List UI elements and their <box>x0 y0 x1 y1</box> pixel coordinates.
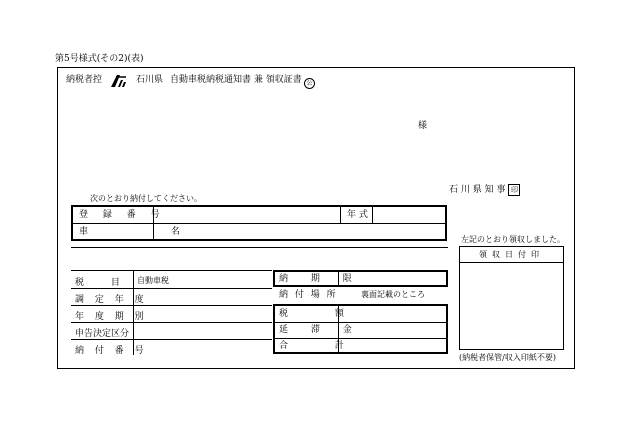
payment-place-value: 裏面記載のところ <box>361 290 425 299</box>
payment-place-row <box>273 287 448 305</box>
divider <box>338 272 339 285</box>
divider <box>372 207 373 223</box>
vehicle-info-table <box>71 205 447 241</box>
table-row <box>71 322 272 340</box>
divider <box>153 224 154 240</box>
form-number-label: 第5号様式(その2)(表) <box>55 54 144 64</box>
separator-line <box>71 247 448 248</box>
due-date-row <box>273 270 448 287</box>
registration-row <box>73 207 445 224</box>
divider <box>133 271 134 355</box>
table-row <box>71 288 272 306</box>
prefecture-name: 石川県 <box>136 75 164 85</box>
fiscal-period-label: 年 度 期 別 <box>75 312 148 322</box>
divider <box>340 207 341 223</box>
governor-seal-icon: 印 <box>508 184 520 196</box>
due-date-label: 納 期 限 <box>279 274 362 284</box>
prefecture-emblem-icon <box>109 74 127 88</box>
official-mark <box>302 75 315 91</box>
receipt-note: 左記のとおり領収しました。 <box>461 235 565 244</box>
payment-number-label: 納 付 番 号 <box>75 346 148 356</box>
payment-instruction: 次のとおり納付してください。 <box>90 194 202 203</box>
payment-place-label: 納 付 場 所 <box>279 290 338 300</box>
tax-detail-table <box>71 270 272 354</box>
tax-amount-label: 税 額 <box>279 309 366 319</box>
table-row <box>275 306 446 323</box>
receipt-stamp-box <box>459 246 564 350</box>
late-fee-label: 延 滞 金 <box>279 325 362 335</box>
payment-detail-table <box>273 270 448 354</box>
divider <box>153 207 154 223</box>
model-year-label: 年 式 <box>347 210 368 220</box>
table-row <box>71 339 272 356</box>
official-circle-icon: 公 <box>304 78 315 89</box>
payer-copy-label: 納税者控 <box>66 75 103 85</box>
table-row <box>275 338 446 354</box>
table-row <box>275 322 446 339</box>
governor-title: 石 川 県 知 事 <box>449 185 506 195</box>
receipt-footer-note: (納税者保管/収入印紙不要) <box>459 353 556 362</box>
tax-item-value: 自動車税 <box>137 276 169 285</box>
registration-number-label: 登 録 番 号 <box>79 210 166 220</box>
filing-type-label: 申告決定区分 <box>75 329 130 339</box>
receipt-stamp-header: 領収日付印 <box>460 247 563 263</box>
total-label: 合 計 <box>279 341 366 351</box>
amount-box <box>273 304 448 354</box>
car-name-label: 車 名 <box>79 227 220 237</box>
assessment-year-label: 調 定 年 度 <box>75 295 148 305</box>
addressee-suffix: 様 <box>418 121 428 131</box>
car-name-row <box>73 224 445 240</box>
table-row <box>71 305 272 323</box>
table-row <box>71 271 272 289</box>
tax-item-label: 税 目 <box>75 278 132 288</box>
document-title: 自動車税納税通知書 兼 領収証書 <box>170 75 302 85</box>
governor-signature <box>449 184 520 196</box>
divider <box>338 306 339 352</box>
